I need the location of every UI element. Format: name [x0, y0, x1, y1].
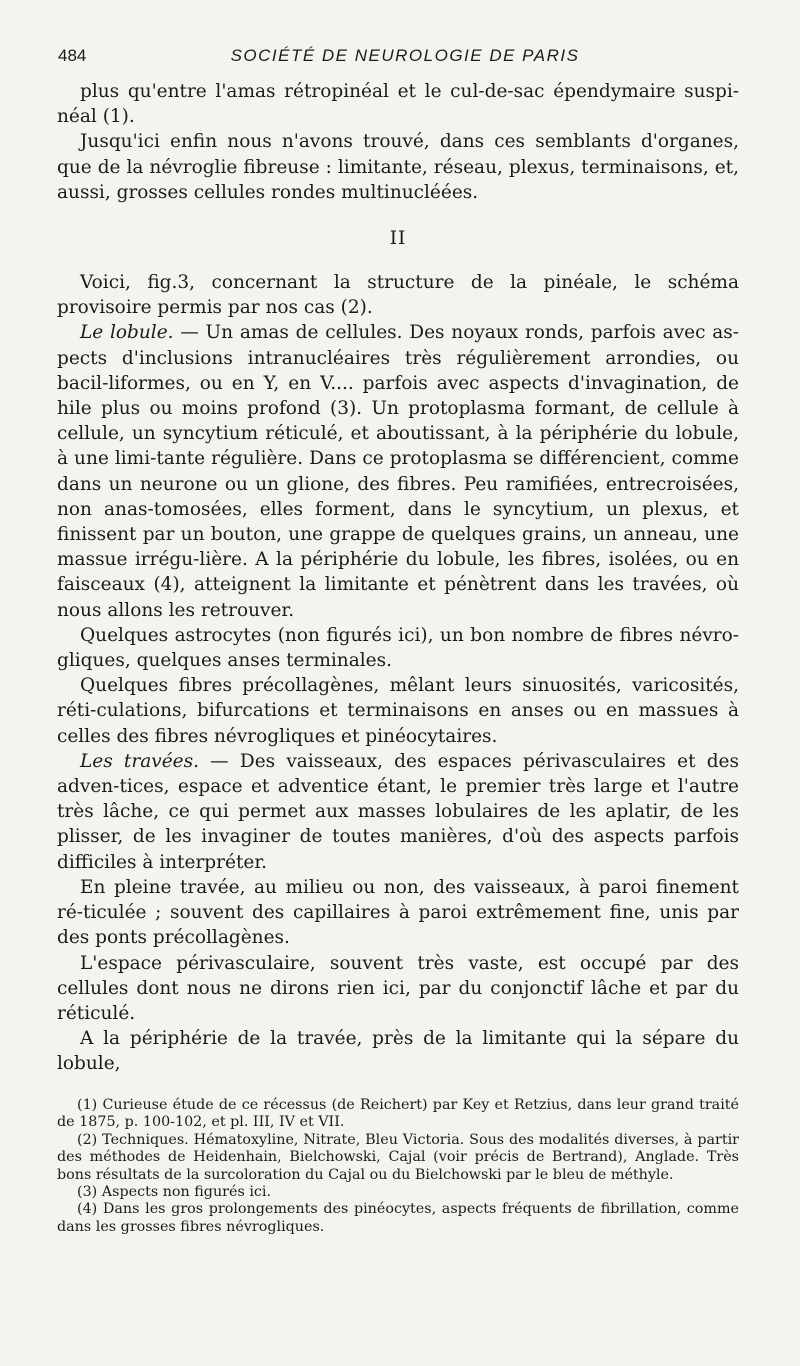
paragraph-6: Quelques fibres précollagènes, mêlant leurs sinuosités, varicosités, réti-culations, bifurcations et terminaisons en anses ou en massues à celles des fibres névrogliques et pinéocytaires.	[57, 675, 739, 747]
lobule-text: — Un amas de cellules. Des noyaux ronds, parfois avec as-pects d'inclusions intranucléaires très régulièrement arrondies, ou bacil-liformes, ou en Y, en V.... parfois avec aspects d'invagination, de hile plus ou moins profond (3). Un protoplasma formant, de cellule à cellule, un syncytium réticulé, et aboutissant, à la périphérie du lobule, à une limi-tante régulière. Dans ce protoplasma se différencient, comme dans un neurone ou un glione, des fibres. Peu ramifiées, entrecroisées, non anas-tomosées, elles forment, dans le syncytium, un plexus, et finissent par un bouton, une grappe de quelques grains, un anneau, une massue irrégu-lière. A la périphérie du lobule, les fibres, isolées, ou en faisceaux (4), atteignent la limitante et pénètrent dans les travées, où nous allons les retrouver.	[57, 322, 739, 621]
footnote-4: (4) Dans les gros prolongements des pinéocytes, aspects fréquents de fibrillation, comme dans les grosses fibres névrogliques.	[57, 1201, 739, 1235]
running-title: SOCIÉTÉ DE NEUROLOGIE DE PARIS	[230, 46, 580, 65]
travees-label: Les travées.	[80, 750, 199, 772]
footnote-1: (1) Curieuse étude de ce récessus (de Reichert) par Key et Retzius, dans leur grand traité de 1875, p. 100-102, et pl. III, IV et VII.	[57, 1097, 739, 1131]
body-text	[57, 79, 739, 1077]
footnotes	[57, 1097, 739, 1236]
paragraph-1: plus qu'entre l'amas rétropinéal et le cul-de-sac épendymaire suspi-néal (1).	[57, 81, 739, 128]
paragraph-9: L'espace périvasculaire, souvent très vaste, est occupé par des cellules dont nous ne dirons rien ici, par du conjonctif lâche et par du réticulé.	[57, 952, 739, 1024]
travees-text: — Des vaisseaux, des espaces périvasculaires et des adven-tices, espace et adventice étant, le premier très large et l'autre très lâche, ce qui permet aux masses lobulaires de les aplatir, de les plisser, de les invaginer de toutes manières, d'où des aspects parfois difficiles à interpréter.	[57, 750, 739, 873]
footnote-2: (2) Techniques. Hématoxyline, Nitrate, Bleu Victoria. Sous des modalités diverses, à partir des méthodes de Heidenhain, Bielchowski, Cajal (voir précis de Bertrand), Anglade. Très bons résultats de la surcoloration du Cajal ou du Bielchowski par le bleu de méthyle.	[57, 1131, 739, 1183]
section-heading: II	[389, 228, 407, 250]
paragraph-2: Jusqu'ici enfin nous n'avons trouvé, dans ces semblants d'organes, que de la névroglie fibreuse : limitante, réseau, plexus, terminaisons, et, aussi, grosses cellules rondes multinucléées.	[57, 131, 739, 203]
paragraph-10: A la périphérie de la travée, près de la limitante qui la sépare du lobule,	[57, 1028, 739, 1075]
page-number: 484	[58, 46, 87, 65]
page-header	[55, 46, 755, 72]
paragraph-3: Voici, fig.3, concernant la structure de la pinéale, le schéma provisoire permis par nos cas (2).	[57, 272, 739, 319]
paragraph-5: Quelques astrocytes (non figurés ici), un bon nombre de fibres névro-gliques, quelques anses terminales.	[57, 624, 739, 672]
paragraph-travees	[57, 749, 739, 875]
paragraph-lobule	[57, 320, 739, 622]
lobule-label: Le lobule.	[80, 322, 174, 344]
paragraph-8: En pleine travée, au milieu ou non, des vaisseaux, à paroi finement ré-ticulée ; souvent des capillaires à paroi extrêmement fine, unis par des ponts précollagènes.	[57, 876, 739, 949]
footnote-3: (3) Aspects non figurés ici.	[77, 1184, 272, 1201]
